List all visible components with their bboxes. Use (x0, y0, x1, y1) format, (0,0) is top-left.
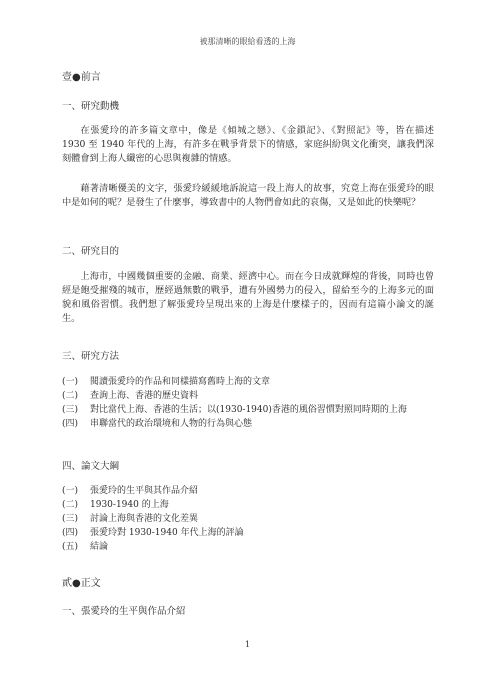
list-item (62, 484, 442, 498)
paragraph-purpose: 上海市，中國幾個重要的金融、商業、經濟中心。而在今日成就輝煌的背後，同時也曾經是飽受摧殘的城市，歷經過無數的戰爭，遭有外國勢力的侵入，留給至今的上海多元的面貌和風俗習慣。我們想了解張愛玲呈現出來的上海是什麼樣子的，因而有這篇小論文的誕生。 (62, 271, 434, 324)
list-item-text: 查詢上海、香港的歷史資料 (90, 391, 199, 401)
list-item-number: (二) (62, 391, 79, 401)
list-item (62, 389, 442, 403)
list-item-text: 對比當代上海、香港的生活；以(1930-1940)香港的風俗習慣對照同時期的上海 (90, 405, 407, 415)
list-item-number: (五) (62, 542, 79, 552)
list-item-text: 1930-1940 的上海 (90, 500, 169, 510)
subsection-heading-motivation: 一、研究動機 (62, 101, 120, 112)
subsection-heading-outline: 四、論文大綱 (62, 461, 120, 472)
page-number: 1 (244, 640, 251, 649)
list-item-number: (一) (62, 377, 79, 387)
list-item (62, 375, 442, 389)
list-item-text: 閱讀張愛玲的作品和同樣描寫舊時上海的文章 (90, 377, 271, 387)
list-item (62, 512, 442, 526)
subsection-heading-purpose: 二、研究目的 (62, 246, 120, 257)
outline-list (62, 484, 442, 554)
list-item-text: 串聯當代的政治環境和人物的行為與心態 (90, 419, 253, 429)
list-item (62, 417, 442, 431)
paragraph-motivation-2: 藉著清晰優美的文字，張愛玲緩緩地訴說這一段上海人的故事，究竟上海在張愛玲的眼中是如何的呢？是發生了什麼事，導致書中的人物們會如此的哀傷，又是如此的快樂呢？ (62, 183, 434, 208)
list-item (62, 526, 442, 540)
list-item-number: (三) (62, 514, 79, 524)
list-item-number: (四) (62, 419, 79, 429)
list-item (62, 540, 442, 554)
page-header: 被那清晰的眼給看透的上海 (199, 37, 296, 46)
subsection-heading-method: 三、研究方法 (62, 351, 120, 362)
section-heading-preface: 壹●前言 (62, 72, 101, 83)
list-item-text: 討論上海與香港的文化差異 (90, 514, 199, 524)
method-list (62, 375, 442, 431)
list-item-number: (二) (62, 500, 79, 510)
list-item-text: 張愛玲對 1930-1940 年代上海的評論 (90, 528, 244, 538)
list-item-number: (三) (62, 405, 79, 415)
list-item (62, 403, 442, 417)
list-item-text: 張愛玲的生平與其作品介紹 (90, 486, 199, 496)
subsection-heading-biography: 一、張愛玲的生平與作品介紹 (62, 606, 186, 617)
list-item (62, 498, 442, 512)
list-item-number: (一) (62, 486, 79, 496)
list-item-number: (四) (62, 528, 79, 538)
paragraph-motivation-1: 在張愛玲的許多篇文章中，像是《傾城之戀》、《金鎖記》、《對照記》等，皆在描述 1930 至 1940 年代的上海，有許多在戰爭背景下的情感，家庭糾紛與文化衝突，讓我們深刻體會到上海人纖密的心思與複雜的情感。 (62, 125, 434, 164)
list-item-text: 結論 (90, 542, 109, 552)
section-heading-body: 貳●正文 (62, 578, 101, 589)
